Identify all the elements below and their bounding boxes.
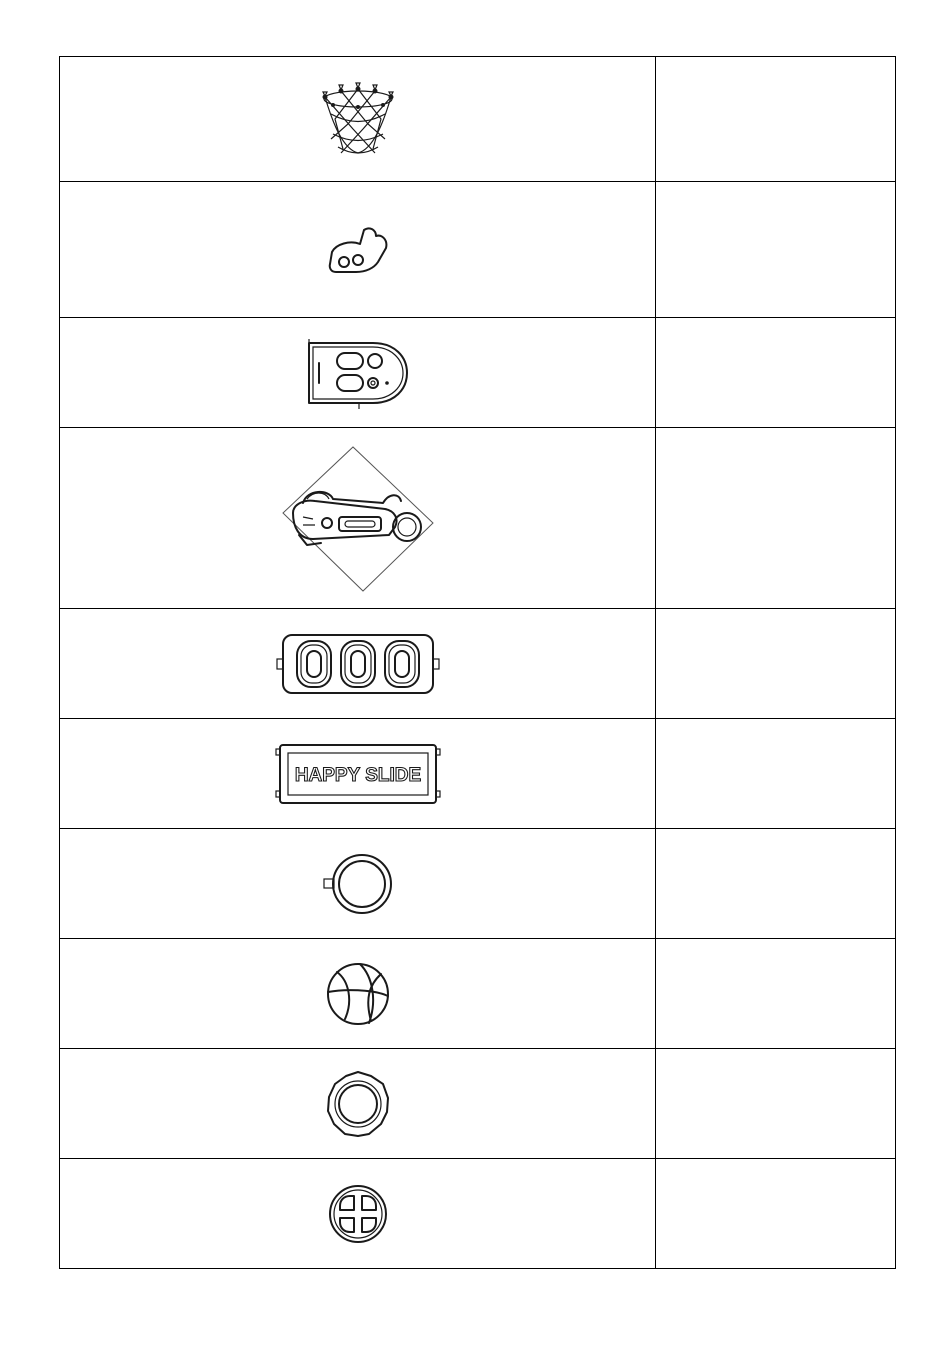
table-row [60, 1049, 896, 1159]
part-image-cell [60, 939, 656, 1049]
hoop-ring-icon [318, 849, 398, 919]
part-description-cell [656, 719, 896, 829]
name-sign-icon [270, 741, 446, 807]
part-description-cell [656, 318, 896, 428]
sign-text: HAPPY SLIDE [294, 764, 421, 786]
hoop-arm-assembly-icon [273, 443, 443, 593]
part-image-cell [60, 428, 656, 609]
basketball-net-icon [313, 79, 403, 159]
hex-nut-ring-icon [323, 1068, 393, 1140]
table-row [60, 57, 896, 182]
table-row [60, 182, 896, 318]
table-row [60, 609, 896, 719]
part-description-cell [656, 182, 896, 318]
part-image-cell [60, 829, 656, 939]
part-image-cell [60, 318, 656, 428]
backboard-mount-icon [303, 337, 413, 409]
part-description-cell [656, 428, 896, 609]
part-image-cell [60, 1049, 656, 1159]
table-row [60, 318, 896, 428]
score-counter-icon [273, 631, 443, 697]
parts-table [59, 56, 896, 1269]
part-description-cell [656, 1159, 896, 1269]
table-row [60, 719, 896, 829]
table-row [60, 829, 896, 939]
part-image-cell [60, 57, 656, 182]
part-description-cell [656, 609, 896, 719]
part-description-cell [656, 57, 896, 182]
cap-cover-icon [326, 1182, 390, 1246]
basketball-icon [323, 959, 393, 1029]
part-image-cell [60, 719, 656, 829]
part-image-cell [60, 182, 656, 318]
part-description-cell [656, 829, 896, 939]
part-description-cell [656, 939, 896, 1049]
table-row [60, 428, 896, 609]
part-image-cell [60, 1159, 656, 1269]
table-row [60, 1159, 896, 1269]
part-image-cell [60, 609, 656, 719]
table-row [60, 939, 896, 1049]
bracket-plate-icon [326, 222, 390, 278]
part-description-cell [656, 1049, 896, 1159]
